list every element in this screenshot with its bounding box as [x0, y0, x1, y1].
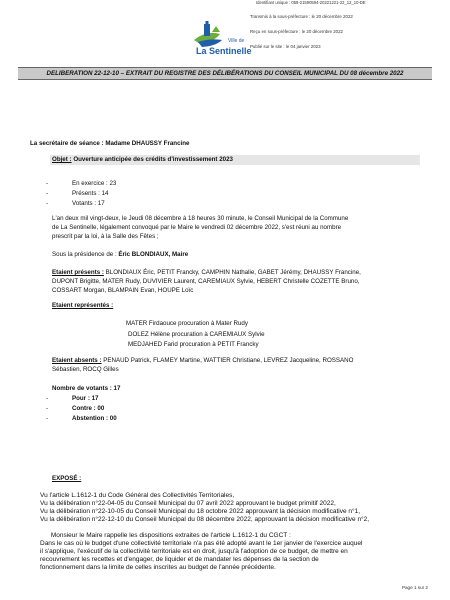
intro-line-1: L'an deux mil vingt-deux, le Jeudi 08 décembre à 18 heures 30 minute, le Conseil Municipal de la Commune — [52, 215, 349, 222]
expose-line-7: il s'applique, l'exécutif de la collectivité territoriale est en droit, jusqu'à l'adoption de ce budget, de mettre en — [40, 548, 348, 555]
town-logo — [192, 20, 256, 58]
representes-line-3: MEDJAHED Farid procuration à PETIT Francky — [128, 341, 259, 348]
presents-names-1: BLONDIAUX Éric, PETIT Francky, CAMPHIN Nathalie, GABET Jérémy, DHAUSSY Francine, — [103, 269, 361, 276]
intro-line-2: de La Sentinelle, légalement convoqué par le Maire le vendredi 02 décembre 2022, s'est réuni au nombre — [52, 224, 342, 231]
header-identifier: Identifiant unique : 059-21590594-20221221-22_12_10-DE — [256, 0, 366, 5]
absents-line-1 — [52, 357, 353, 364]
dash-icon: - — [46, 200, 49, 207]
header-transmission: Transmis à la sous-préfecture : le 20 décembre 2022 — [250, 14, 353, 19]
representes-line-1: MATER Firdaouce procuration à Mater Rudy — [126, 320, 248, 327]
dash-icon: - — [46, 415, 49, 422]
absents-names-1: PENAUD Patrick, FLAMEY Martine, WATTIER Christiane, LEVREZ Jacqueline, ROSSANO — [101, 357, 354, 364]
expose-line-5: Monsieur le Maire rappelle les dispositions extraites de l'article L.1612-1 du CGCT : — [40, 532, 291, 539]
objet-line — [52, 156, 233, 163]
vote-pour: Pour : 17 — [72, 395, 99, 402]
presidence-line — [52, 251, 188, 258]
page-number: Page 1 sur 2 — [401, 585, 428, 590]
vote-contre: Contre : 00 — [72, 405, 105, 412]
secretary-line: La secrétaire de séance : Madame DHAUSSY Francine — [30, 140, 190, 147]
objet-label: Objet : — [52, 156, 72, 163]
presents-line-1 — [52, 269, 361, 276]
count-presents: Présents : 14 — [72, 190, 109, 197]
expose-line-8: recouvrement les recettes et d'engager, de liquider et de mandater les dépenses de la section de — [40, 556, 319, 563]
vote-abstention: Abstention : 00 — [72, 415, 117, 422]
dash-icon: - — [46, 395, 49, 402]
dash-icon: - — [46, 405, 49, 412]
expose-line-1: Vu l'article L.1612-1 du Code Général des Collectivités Territoriales, — [40, 492, 235, 499]
presents-line-2: DUPONT Brigitte, MATER Rudy, DUVIVIER Laurent, CAREMIAUX Sylvie, HEBERT Christelle COZETTE Bruno, — [52, 278, 360, 285]
dash-icon: - — [46, 190, 49, 197]
logo-name: La Sentinelle — [196, 46, 252, 56]
expose-line-3: Vu la délibération n°22-10-05 du Conseil Municipal du 18 octobre 2022 approuvant la décision modificative n°1, — [40, 508, 361, 515]
dash-icon: - — [46, 180, 49, 187]
count-exercice: En exercice : 23 — [72, 180, 117, 187]
representes-line-2: DOLEZ Hélène procuration à CAREMIAUX Sylvie — [128, 331, 265, 338]
expose-line-4: Vu la délibération n°22-12-10 du Conseil Municipal du 08 décembre 2022, approuvant la décision modificative n°2, — [40, 516, 370, 523]
objet-text: Ouverture anticipée des crédits d'investissement 2023 — [71, 156, 233, 163]
presidence-prefix: Sous la présidence de : — [52, 251, 119, 258]
expose-line-6: Dans le cas où le budget d'une collectivité territoriale n'a pas été adopté avant le 1er janvier de l'exercice auquel — [40, 540, 363, 547]
deliberation-title: DELIBERATION 22-12-10 – EXTRAIT DU REGISTRE DES DÉLIBÉRATIONS DU CONSEIL MUNICIPAL DU 08 décembre 2022 — [18, 67, 432, 80]
presents-label: Etaient présents : — [52, 269, 104, 276]
expose-heading: EXPOSÉ : — [52, 475, 82, 482]
header-reception: Reçu en sous-préfecture : le 20 décembre 2022 — [250, 29, 343, 34]
presents-line-3: COSSART Morgan, BLAMPAIN Evan, HOUPE Loïc — [52, 287, 194, 294]
count-votants: Votants : 17 — [72, 200, 105, 207]
absents-line-2: Sébastien, ROCQ Gilles — [52, 366, 119, 373]
representes-label: Etaient représentés : — [52, 302, 114, 309]
expose-line-9: fonctionnement dans la limite de celles inscrites au budget de l'année précédente. — [40, 564, 276, 571]
presidence-name: Éric BLONDIAUX, Maire — [118, 251, 189, 258]
logo-small-text: Ville de — [228, 38, 245, 44]
expose-line-2: Vu la délibération n°22-04-05 du Conseil Municipal du 07 avril 2022 approuvant le budget primitif 2022, — [40, 500, 336, 507]
intro-line-3: prescrit par la loi, à la Salle des Fêtes ; — [52, 233, 159, 240]
header-publication: Publié sur le site : le 04 janvier 2023 — [250, 44, 321, 49]
votes-title: Nombre de votants : 17 — [52, 385, 121, 392]
absents-label: Etaient absents : — [52, 357, 102, 364]
